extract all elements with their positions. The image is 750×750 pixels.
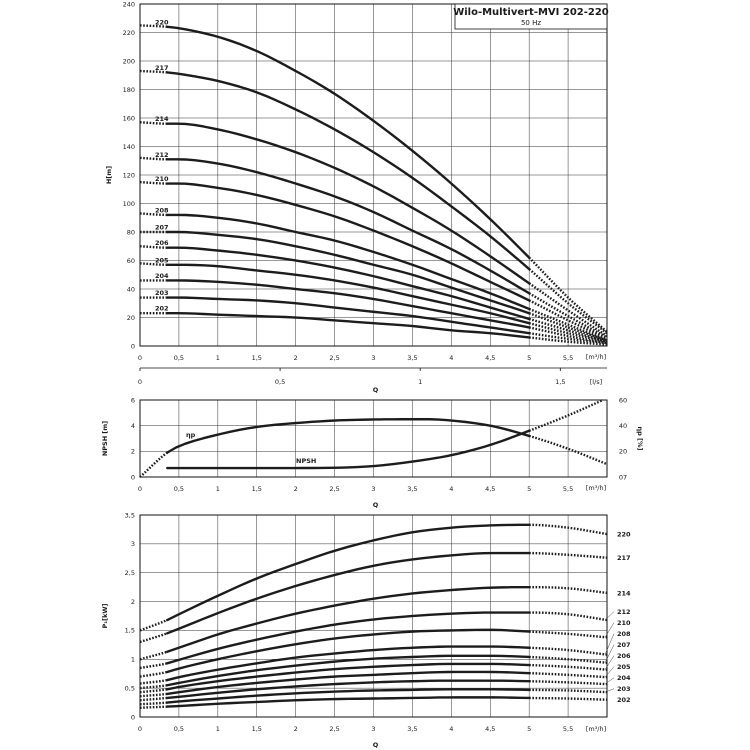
power-curve-label: 210 — [617, 619, 631, 628]
x-tick-label: 0 — [137, 725, 143, 733]
x-tick-label: 2,5 — [329, 725, 340, 733]
head-curve-label: 220 — [155, 18, 169, 27]
x-tick-label: 2 — [293, 485, 298, 493]
power-curve-203-dotted-start — [140, 703, 167, 705]
x-axis-label: Q — [372, 386, 379, 394]
y-tick-label: 2,5 — [124, 569, 135, 578]
secondary-x-tick-label: 1,5 — [555, 378, 566, 386]
x-tick-label: 2 — [293, 354, 298, 362]
x-tick-label: 1,5 — [251, 725, 262, 733]
x-tick-label: 4 — [449, 354, 454, 362]
power-curve-label: 220 — [617, 530, 631, 539]
npsh-curve-dotted-end — [529, 400, 603, 431]
y-tick-label: 0 — [130, 342, 135, 351]
y-tick-label: 100 — [122, 199, 135, 208]
power-curve-202-dotted-start — [140, 707, 167, 708]
x-tick-label: 3,5 — [407, 725, 418, 733]
head-curve-label: 217 — [155, 63, 169, 72]
y-axis-label: P₁[kW] — [101, 603, 109, 629]
power-curve-207-dotted-start — [140, 685, 167, 688]
panel-1 — [105, 0, 609, 394]
power-label-leader — [605, 612, 614, 620]
head-curve-label: 207 — [155, 223, 169, 232]
secondary-x-tick-label: 0,5 — [274, 378, 286, 386]
x-tick-label: 2 — [293, 725, 298, 733]
secondary-x-axis — [138, 368, 607, 386]
power-curve-210-solid — [167, 630, 529, 672]
power-curve-217-dotted-start — [140, 633, 167, 642]
npsh-curve — [167, 400, 603, 468]
head-curve-label: 203 — [155, 289, 169, 298]
power-curve-label: 217 — [617, 554, 631, 563]
secondary-x-unit-label: [l/s] — [589, 378, 603, 386]
x-axis-label: Q — [372, 741, 379, 749]
power-label-leader — [605, 678, 614, 684]
x-tick-label: 2,5 — [329, 354, 340, 362]
x-tick-label: 0,5 — [173, 725, 185, 733]
x-tick-label: 0,5 — [173, 485, 185, 493]
y-tick-label: 0,5 — [124, 684, 135, 693]
head-curve-label: 202 — [155, 304, 169, 313]
x-unit-label: [m³/h] — [585, 484, 607, 492]
power-curve-220-dotted-start — [140, 620, 167, 630]
x-tick-label: 4 — [449, 485, 454, 493]
x-tick-label: 5,5 — [562, 354, 574, 362]
power-curve-205-dotted-start — [140, 694, 167, 696]
npsh-curve-label: NPSH — [296, 457, 317, 465]
power-curve-206-dotted-start — [140, 689, 167, 692]
power-curve-label: 206 — [617, 652, 631, 661]
secondary-x-tick-label: 0 — [137, 378, 143, 386]
head-curve-label: 212 — [155, 150, 169, 159]
x-tick-label: 3 — [371, 354, 376, 362]
y-tick-label: 60 — [126, 256, 135, 265]
power-curve-202-dotted-end — [529, 698, 607, 700]
x-tick-label: 5 — [527, 725, 532, 733]
x-tick-label: 0 — [137, 354, 143, 362]
y-tick-label: 220 — [122, 28, 135, 37]
y-tick-label: 180 — [122, 85, 135, 94]
x-tick-label: 4,5 — [485, 485, 496, 493]
power-label-leader — [605, 667, 614, 677]
x-unit-label: [m³/h] — [585, 725, 607, 733]
x-tick-label: 0 — [137, 485, 143, 493]
x-tick-label: 3,5 — [407, 485, 418, 493]
x-tick-label: 0,5 — [173, 354, 185, 362]
npsh-curve-solid — [167, 431, 529, 468]
y-tick-label: 2 — [130, 447, 135, 456]
power-curve-label: 212 — [617, 608, 631, 617]
secondary-x-tick-label: 1 — [418, 378, 423, 386]
panel-1-grid — [140, 4, 607, 346]
x-tick-label: 4,5 — [485, 354, 496, 362]
power-label-leader — [605, 623, 614, 638]
y-axis-label: NPSH [m] — [101, 420, 109, 457]
power-curve-label: 205 — [617, 663, 631, 672]
y-tick-label: 80 — [126, 228, 135, 237]
y2-tick-label: 07 — [618, 473, 628, 482]
y-tick-label: 4 — [130, 421, 135, 430]
power-curve-214-dotted-start — [140, 652, 167, 660]
power-curve-208-dotted-start — [140, 680, 167, 683]
y2-tick-label: 60 — [618, 396, 628, 405]
y-tick-label: 2 — [130, 597, 135, 606]
x-tick-label: 1 — [215, 354, 220, 362]
chart-title: Wilo-Multivert-MVI 202-220 — [453, 7, 609, 18]
x-axis-label: Q — [372, 501, 379, 509]
x-tick-label: 4 — [449, 725, 454, 733]
y2-tick-label: 20 — [618, 447, 628, 456]
y-tick-label: 0 — [130, 713, 135, 722]
y-tick-label: 240 — [122, 0, 135, 9]
power-curve-label: 214 — [617, 589, 631, 598]
y-tick-label: 1,5 — [124, 626, 135, 635]
y-axis-label: H[m] — [105, 165, 113, 185]
head-curve-label: 206 — [155, 239, 169, 248]
x-tick-label: 5 — [527, 354, 532, 362]
title-box — [453, 4, 609, 29]
x-tick-label: 3,5 — [407, 354, 418, 362]
head-curve-label: 208 — [155, 206, 169, 215]
y2-axis-label: ηp [%] — [636, 426, 644, 451]
x-tick-label: 5 — [527, 485, 532, 493]
panel-3 — [101, 511, 631, 749]
y-tick-label: 40 — [126, 285, 135, 294]
head-curve-label: 204 — [155, 271, 169, 280]
power-curve-label: 207 — [617, 641, 631, 650]
power-curve-210-dotted-start — [140, 672, 167, 677]
x-tick-label: 4,5 — [485, 725, 496, 733]
power-curves — [140, 525, 631, 708]
x-tick-label: 2,5 — [329, 485, 340, 493]
x-tick-label: 3 — [371, 485, 376, 493]
x-tick-label: 1 — [215, 485, 220, 493]
head-curve-label: 210 — [155, 175, 169, 184]
y2-tick-label: 40 — [618, 421, 628, 430]
y-tick-label: 3,5 — [124, 511, 135, 520]
x-tick-label: 5,5 — [562, 725, 574, 733]
power-curve-212-dotted-start — [140, 663, 167, 668]
power-curve-214-solid — [167, 587, 529, 652]
right-axis — [619, 396, 644, 481]
x-tick-label: 1,5 — [251, 485, 262, 493]
efficiency-curve-label: ηp — [186, 431, 196, 439]
power-curve-204-dotted-start — [140, 698, 167, 700]
power-curve-label: 203 — [617, 685, 631, 694]
x-tick-label: 1 — [215, 725, 220, 733]
y-tick-label: 160 — [122, 114, 135, 123]
y-tick-label: 200 — [122, 57, 135, 66]
head-curve-label: 214 — [155, 115, 169, 124]
efficiency-curve-dotted-start — [140, 453, 167, 477]
x-tick-label: 1,5 — [251, 354, 262, 362]
y-tick-label: 3 — [130, 540, 135, 549]
panel-2 — [101, 396, 644, 509]
power-curve-label: 204 — [617, 674, 631, 683]
y-tick-label: 120 — [122, 171, 135, 180]
y-tick-label: 0 — [130, 473, 135, 482]
x-tick-label: 5,5 — [562, 485, 574, 493]
efficiency-curve-solid — [167, 419, 529, 452]
y-tick-label: 6 — [130, 396, 135, 405]
power-curve-label: 208 — [617, 630, 631, 639]
x-tick-label: 3 — [371, 725, 376, 733]
head-curve-label: 205 — [155, 256, 169, 265]
y-tick-label: 20 — [126, 313, 135, 322]
power-curve-label: 202 — [617, 696, 631, 705]
y-tick-label: 1 — [130, 655, 135, 664]
chart-subtitle: 50 Hz — [520, 19, 542, 27]
power-label-leader — [605, 689, 614, 692]
y-tick-label: 140 — [122, 142, 135, 151]
x-unit-label: [m³/h] — [585, 353, 607, 361]
